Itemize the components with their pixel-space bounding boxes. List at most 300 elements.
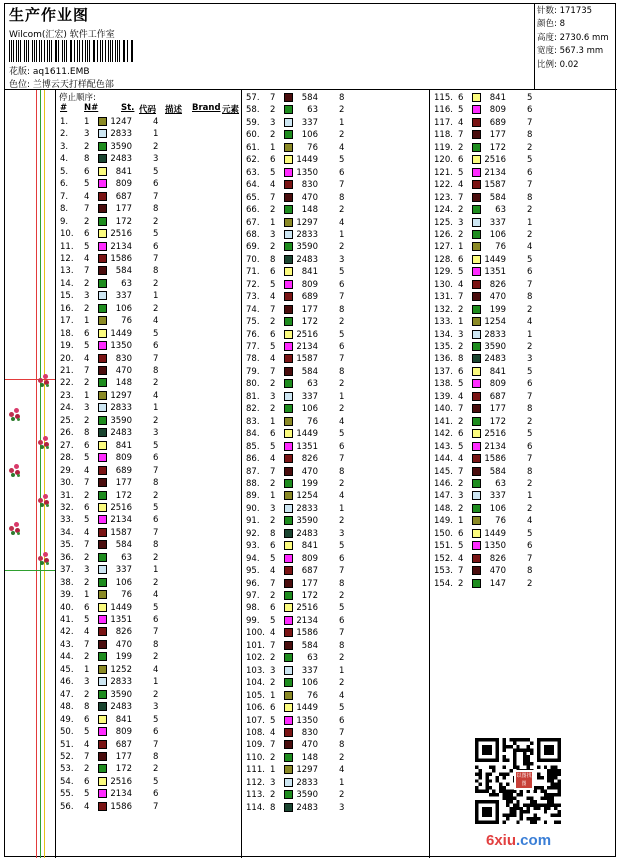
row-needle: 6 [458,93,464,103]
thread-swatch [98,329,107,338]
row-seq: 87. [246,466,260,477]
row-element: 7 [527,553,533,564]
thread-row [242,478,428,490]
thread-swatch [284,529,293,538]
row-code: 1297 [296,765,318,776]
row-needle: 4 [458,180,464,191]
row-seq: 142. [434,429,453,440]
thread-swatch [284,130,293,139]
row-seq: 129. [434,267,453,278]
row-needle: 1 [84,316,90,327]
row-seq: 100. [246,628,265,639]
thread-row [56,253,242,265]
barcode-bar [62,40,63,62]
row-seq: 39. [60,590,74,601]
row-code: 172 [301,591,318,601]
row-element: 4 [527,516,533,527]
thread-swatch [472,105,481,114]
row-code: 1586 [296,628,318,639]
thread-row [56,552,242,564]
row-needle: 7 [270,578,276,589]
row-needle: 4 [270,628,276,639]
row-element: 2 [527,229,533,240]
thread-row [56,315,242,327]
thread-row [56,228,242,240]
row-element: 1 [527,329,533,340]
thread-row [242,677,428,689]
thread-row [242,652,428,664]
row-code: 830 [301,727,318,738]
row-seq: 105. [246,690,265,701]
row-code: 1449 [296,703,318,714]
barcode-bar [20,40,21,62]
row-code: 337 [301,117,318,128]
row-element: 2 [339,516,345,527]
thread-swatch [284,516,293,525]
flower-motif [38,374,50,388]
thread-swatch [284,790,293,799]
row-element: 1 [527,217,533,228]
row-needle: 7 [84,751,90,762]
row-seq: 131. [434,292,453,303]
thread-swatch [98,229,107,238]
header-desc: 描述 [165,105,183,115]
row-seq: 124. [434,205,453,216]
barcode-bar [44,40,45,62]
row-element: 1 [339,117,345,128]
barcode-bar [79,40,80,62]
header-code: 代码 [139,105,157,115]
row-seq: 76. [246,329,260,340]
row-seq: 64. [246,180,260,191]
row-needle: 5 [458,105,464,116]
row-seq: 9. [60,216,69,227]
row-element: 5 [527,528,533,539]
row-needle: 1 [458,516,464,527]
row-element: 3 [153,428,159,439]
thread-row [242,715,428,727]
row-needle: 4 [84,527,90,538]
thread-swatch [472,193,481,202]
row-element: 8 [527,292,533,303]
row-seq: 71. [246,267,260,278]
thread-swatch [284,354,293,363]
row-needle: 3 [270,777,276,788]
row-element: 1 [153,291,159,302]
row-seq: 37. [60,565,74,576]
row-code: 1586 [110,253,132,264]
flower-motif [9,464,21,478]
row-code: 1449 [110,602,132,613]
row-seq: 113. [246,790,265,801]
thread-row [56,191,242,203]
row-seq: 72. [246,279,260,290]
row-needle: 2 [270,404,276,415]
thread-swatch [284,467,293,476]
row-seq: 22. [60,378,74,389]
row-code: 470 [301,192,318,203]
row-needle: 6 [458,429,464,440]
row-code: 809 [301,279,318,290]
row-element: 2 [153,577,159,588]
row-seq: 55. [60,789,74,800]
thread-swatch [284,280,293,289]
row-element: 6 [527,379,533,390]
row-seq: 147. [434,491,453,502]
row-seq: 14. [60,278,74,289]
row-needle: 3 [458,217,464,228]
row-element: 1 [527,491,533,502]
thread-row [56,241,242,253]
row-needle: 5 [84,727,90,738]
row-needle: 5 [270,342,276,352]
row-needle: 1 [84,117,90,127]
thread-swatch [284,218,293,227]
row-element: 8 [339,304,345,315]
thread-row [430,279,616,291]
row-seq: 20. [60,353,74,364]
thread-row [430,540,616,552]
row-seq: 108. [246,727,265,738]
row-code: 584 [301,640,318,651]
thread-row [430,142,616,154]
row-seq: 28. [60,453,74,464]
thread-swatch [284,591,293,600]
thread-swatch [284,628,293,637]
thread-row [430,204,616,216]
row-code: 826 [489,279,506,290]
thread-swatch [98,802,107,811]
thread-row [242,503,428,515]
row-element: 8 [339,740,345,751]
row-code: 1449 [484,254,506,265]
thread-row [56,639,242,651]
thread-swatch [284,305,293,314]
row-code: 106 [301,130,318,141]
thread-swatch [98,777,107,786]
row-needle: 4 [458,117,464,128]
row-needle: 2 [84,216,90,227]
thread-swatch [98,291,107,300]
row-seq: 90. [246,503,260,514]
thread-row [430,515,616,527]
thread-swatch [98,652,107,661]
row-code: 199 [489,304,506,315]
thread-swatch [98,204,107,213]
row-code: 2134 [484,167,506,178]
row-seq: 10. [60,229,74,240]
row-needle: 2 [270,752,276,763]
row-needle: 4 [270,566,276,577]
row-element: 2 [153,652,159,663]
row-needle: 3 [270,229,276,240]
thread-swatch [284,255,293,264]
thread-row [430,528,616,540]
row-seq: 112. [246,777,265,788]
thread-swatch [98,266,107,275]
thread-swatch [284,579,293,588]
row-code: 63 [121,552,132,563]
row-code: 2516 [484,429,506,440]
thread-row [242,466,428,478]
row-element: 6 [153,179,159,190]
row-code: 1350 [296,167,318,178]
row-code: 584 [489,466,506,477]
thread-swatch [284,367,293,376]
row-needle: 4 [458,454,464,465]
row-code: 470 [301,740,318,751]
thread-swatch [472,579,481,588]
row-needle: 5 [458,267,464,278]
row-element: 7 [339,566,345,577]
row-seq: 42. [60,627,74,638]
row-needle: 5 [84,615,90,625]
row-seq: 53. [60,764,74,775]
row-code: 2516 [110,229,132,240]
thread-row [242,192,428,204]
row-element: 7 [527,279,533,290]
row-element: 3 [339,802,345,813]
row-seq: 56. [60,801,74,812]
row-code: 106 [301,678,318,689]
thread-row [242,353,428,365]
row-needle: 8 [270,802,276,813]
row-code: 148 [301,205,318,216]
thread-row [430,466,616,478]
thread-row [242,92,428,104]
row-needle: 2 [270,379,276,390]
row-seq: 140. [434,404,453,415]
row-element: 4 [339,491,345,502]
row-seq: 58. [246,105,260,116]
thread-row [430,192,616,204]
row-element: 5 [527,254,533,265]
row-needle: 2 [84,577,90,588]
row-seq: 125. [434,217,453,228]
row-element: 7 [527,117,533,128]
thread-row [242,540,428,552]
row-code: 2833 [110,403,132,414]
row-needle: 1 [270,765,276,776]
thread-row [56,763,242,775]
row-needle: 4 [270,454,276,465]
flower-motif [38,552,50,566]
thread-row [242,241,428,253]
barcode-bar [66,40,67,62]
thread-swatch [98,752,107,761]
thread-swatch [98,590,107,599]
thread-row [56,415,242,427]
thread-row [430,366,616,378]
thread-row [56,377,242,389]
row-needle: 6 [270,429,276,440]
row-seq: 1. [60,117,69,127]
flower-motif [9,408,21,422]
thread-swatch [284,603,293,612]
thread-swatch [284,230,293,239]
row-seq: 137. [434,366,453,377]
thread-row [242,167,428,179]
row-element: 2 [527,304,533,315]
thread-swatch [284,379,293,388]
thread-swatch [284,168,293,177]
row-needle: 6 [270,703,276,714]
row-needle: 1 [270,416,276,427]
row-needle: 8 [84,428,90,439]
thread-row [430,316,616,328]
thread-swatch [472,516,481,525]
header-brand: Brand [192,103,221,113]
thread-swatch [98,304,107,313]
header-element: 元素 [222,105,240,115]
thread-row [430,378,616,390]
row-seq: 30. [60,478,74,489]
header-needle: N# [84,103,99,113]
row-element: 1 [153,403,159,414]
thread-row [56,751,242,763]
row-needle: 1 [458,242,464,253]
thread-swatch [472,342,481,351]
thread-row [56,402,242,414]
row-element: 6 [153,453,159,464]
row-code: 2483 [296,802,318,813]
thread-swatch [284,566,293,575]
row-seq: 119. [434,142,453,153]
row-code: 3590 [296,242,318,253]
thread-swatch [284,93,293,102]
page-title: 生产作业图 [9,6,90,24]
row-element: 7 [339,727,345,738]
row-seq: 133. [434,317,453,328]
row-needle: 2 [458,416,464,427]
row-seq: 34. [60,527,74,538]
row-code: 1587 [296,354,318,365]
row-needle: 5 [84,179,90,190]
row-code: 809 [489,105,506,116]
thread-swatch [98,441,107,450]
row-needle: 5 [84,515,90,526]
row-seq: 52. [60,751,74,762]
thread-row [56,502,242,514]
row-code: 2134 [296,615,318,626]
thread-row [242,154,428,166]
thread-swatch [98,154,107,163]
row-needle: 1 [84,390,90,401]
thread-swatch [98,640,107,649]
row-code: 172 [301,317,318,328]
row-needle: 2 [84,490,90,501]
thread-swatch [284,479,293,488]
thread-row [56,116,242,128]
row-seq: 31. [60,490,74,501]
thread-swatch [98,354,107,363]
row-needle: 3 [84,565,90,576]
thread-swatch [284,267,293,276]
row-needle: 4 [84,253,90,264]
row-code: 470 [115,366,132,376]
row-code: 809 [489,379,506,390]
thread-swatch [98,478,107,487]
thread-row [430,241,616,253]
row-code: 841 [489,93,506,103]
row-seq: 126. [434,229,453,240]
row-needle: 7 [458,130,464,141]
thread-row [56,328,242,340]
row-code: 63 [495,205,506,216]
thread-swatch [472,566,481,575]
row-element: 8 [527,130,533,141]
thread-swatch [98,578,107,587]
row-element: 7 [339,628,345,639]
row-code: 470 [489,566,506,577]
thread-row [56,564,242,576]
thread-row [242,316,428,328]
thread-row [242,104,428,116]
row-needle: 2 [458,478,464,489]
row-code: 76 [307,142,318,153]
row-code: 841 [115,166,132,177]
row-code: 841 [301,541,318,552]
thread-swatch [472,379,481,388]
row-seq: 23. [60,390,74,401]
row-element: 6 [527,167,533,178]
thread-row [56,614,242,626]
row-needle: 3 [84,291,90,302]
thread-row [430,92,616,104]
row-element: 7 [527,391,533,402]
thread-swatch [472,205,481,214]
row-needle: 1 [270,142,276,153]
thread-swatch [472,367,481,376]
row-needle: 3 [270,665,276,676]
thread-swatch [472,255,481,264]
row-needle: 1 [270,690,276,701]
thread-swatch [98,715,107,724]
row-seq: 144. [434,454,453,465]
row-needle: 2 [84,415,90,426]
row-code: 1247 [110,117,132,127]
thread-row [242,428,428,440]
row-seq: 15. [60,291,74,302]
thread-swatch [472,305,481,314]
thread-swatch [98,540,107,549]
thread-swatch [284,105,293,114]
barcode-bar [58,40,59,62]
thread-row [242,739,428,751]
row-seq: 114. [246,802,265,813]
thread-row [56,452,242,464]
row-needle: 2 [270,242,276,253]
row-code: 584 [301,366,318,377]
thread-swatch [472,479,481,488]
row-code: 2833 [296,503,318,514]
row-needle: 5 [458,167,464,178]
row-needle: 7 [270,366,276,377]
row-element: 2 [527,578,533,589]
row-code: 1449 [484,528,506,539]
thread-swatch [98,217,107,226]
row-code: 2483 [110,702,132,713]
row-seq: 123. [434,192,453,203]
row-code: 687 [115,191,132,202]
barcode-bar [102,40,103,62]
row-seq: 75. [246,317,260,328]
thread-row [242,179,428,191]
thread-row [242,777,428,789]
thread-row [430,217,616,229]
row-seq: 139. [434,391,453,402]
barcode-bar [16,40,17,62]
